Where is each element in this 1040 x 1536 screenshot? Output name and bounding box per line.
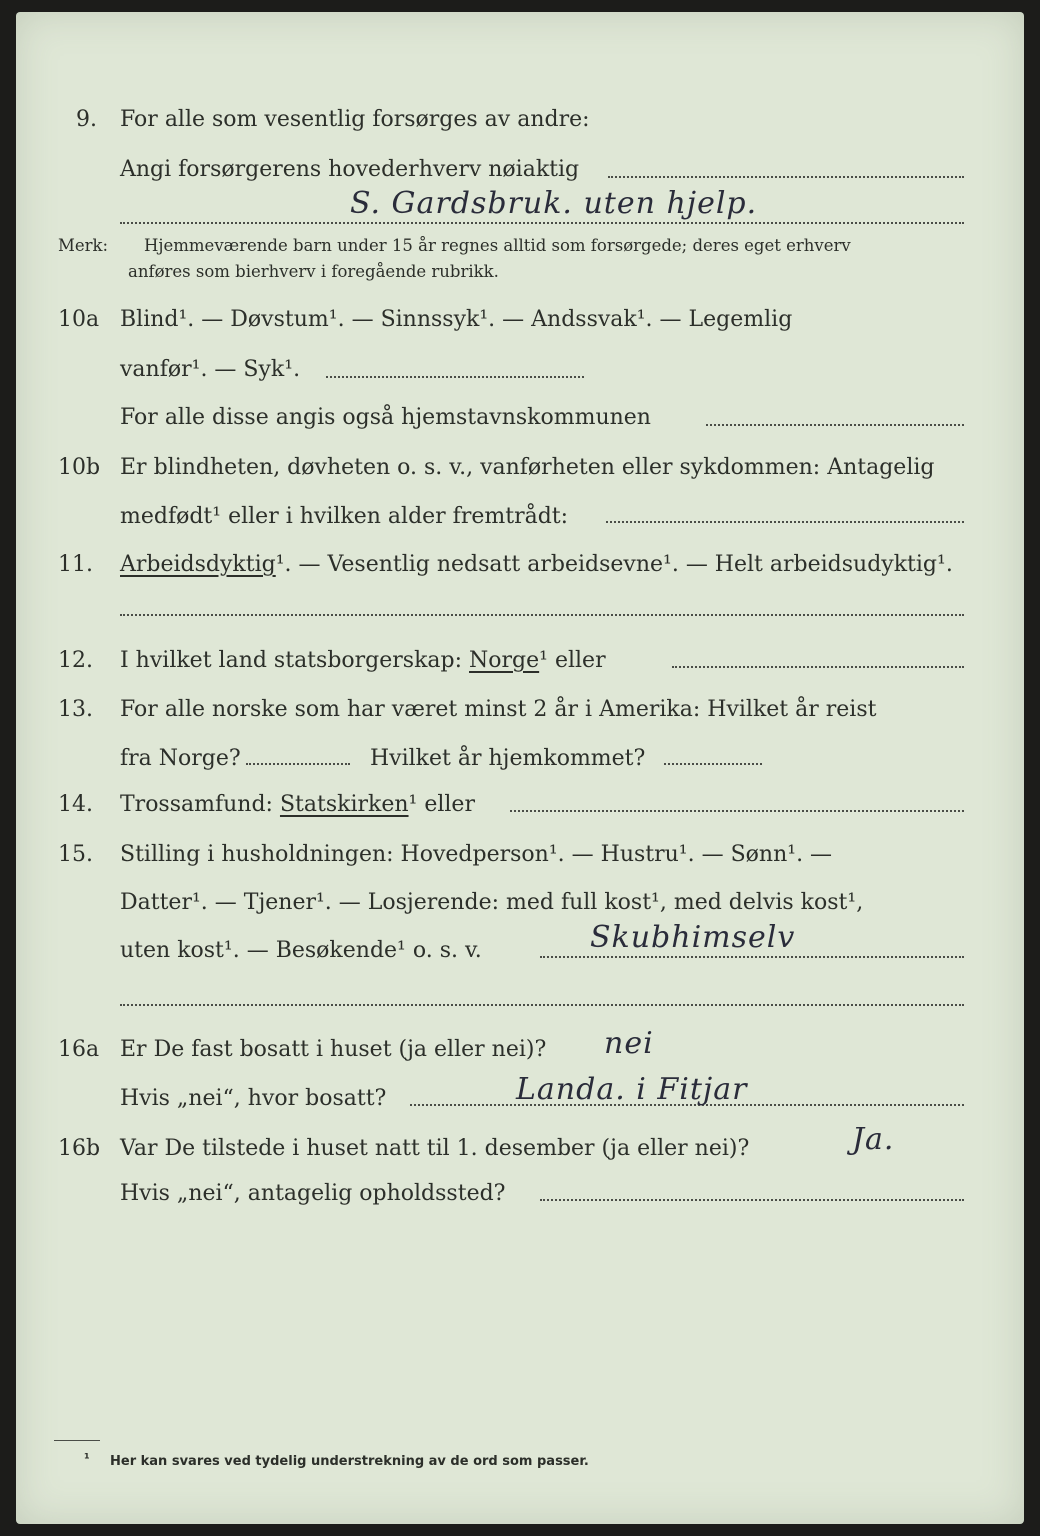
q15-answer-line: [120, 1004, 964, 1006]
q11-number: 11.: [58, 552, 93, 577]
q15-line3: uten kost¹. — Besøkende¹ o. s. v.: [120, 938, 482, 963]
q16b-leader: [540, 1199, 964, 1201]
q13-line2a: fra Norge?: [120, 746, 241, 771]
q9-line2: Angi forsørgerens hovederhverv nøiaktig: [120, 157, 580, 182]
q13-line1: For alle norske som har været minst 2 år i Amerika: Hvilket år reist: [120, 697, 877, 722]
q16b-line2: Hvis „nei“, antagelig opholdssted?: [120, 1181, 506, 1206]
q15-answer: Skubhimselv: [590, 920, 796, 955]
q16a-answer1: nei: [604, 1026, 654, 1061]
q10a-line3: For alle disse angis også hjemstavnskommunen: [120, 405, 651, 430]
q13-hjemkommet-leader: [664, 763, 762, 765]
q10a-line1: Blind¹. — Døvstum¹. — Sinnssyk¹. — Andssvak¹. — Legemlig: [120, 307, 793, 332]
q12-line: [120, 648, 606, 674]
q13-reist-leader: [246, 763, 350, 765]
q10a-line2: vanfør¹. — Syk¹.: [120, 357, 301, 382]
q10a-leader: [706, 424, 964, 426]
q10b-line2: medfødt¹ eller i hvilken alder fremtrådt:: [120, 504, 569, 529]
q12-leader: [672, 666, 964, 668]
q10b-leader: [606, 521, 964, 523]
q15-number: 15.: [58, 842, 93, 867]
q9-number: 9.: [76, 107, 97, 132]
q12-after: ¹ eller: [539, 648, 606, 673]
q15-leader: [540, 956, 964, 958]
q16a-number: 16a: [58, 1037, 100, 1062]
q14-after: ¹ eller: [408, 792, 475, 817]
q16b-answer1: Ja.: [852, 1122, 895, 1157]
q10b-number: 10b: [58, 455, 101, 480]
merk-line1: Hjemmeværende barn under 15 år regnes alltid som forsørgede; deres eget erhverv: [144, 236, 851, 255]
q10a-syk-leader: [326, 376, 584, 378]
footnote-mark: ¹: [84, 1452, 90, 1467]
q9-answer: S. Gardsbruk. uten hjelp.: [350, 186, 758, 221]
footnote-text: Her kan svares ved tydelig understrekning av de ord som passer.: [110, 1454, 589, 1469]
q10a-number: 10a: [58, 307, 100, 332]
q16a-line2: Hvis „nei“, hvor bosatt?: [120, 1086, 387, 1111]
merk-line2: anføres som bierhverv i foregående rubrikk.: [128, 262, 499, 281]
q14-number: 14.: [58, 792, 93, 817]
q15-line2: Datter¹. — Tjener¹. — Losjerende: med full kost¹, med delvis kost¹,: [120, 890, 864, 915]
q9-line1: For alle som vesentlig forsørges av andre:: [120, 107, 590, 132]
q11-underlined: Arbeidsdyktig: [120, 552, 276, 577]
q16b-number: 16b: [58, 1136, 101, 1161]
q16b-line1: Var De tilstede i huset natt til 1. desember (ja eller nei)?: [120, 1136, 750, 1161]
q14-leader: [510, 810, 964, 812]
q16a-answer2: Landa. i Fitjar: [516, 1072, 748, 1107]
q14-line: [120, 792, 475, 818]
q9-leader: [608, 176, 964, 178]
q9-answer-line: [120, 222, 964, 224]
q12-before: I hvilket land statsborgerskap:: [120, 648, 463, 673]
q12-number: 12.: [58, 648, 93, 673]
q14-before: Trossamfund:: [120, 792, 273, 817]
q13-number: 13.: [58, 697, 93, 722]
q10b-line1: Er blindheten, døvheten o. s. v., vanførheten eller sykdommen: Antagelig: [120, 455, 935, 480]
merk-label: Merk:: [58, 236, 109, 255]
footnote-rule: [54, 1440, 100, 1441]
q12-underlined: Norge: [469, 648, 540, 673]
q13-line2b: Hvilket år hjemkommet?: [370, 746, 646, 771]
q11-line: [120, 552, 953, 578]
q15-line1: Stilling i husholdningen: Hovedperson¹. — Hustru¹. — Sønn¹. —: [120, 842, 833, 867]
q11-answer-line: [120, 614, 964, 616]
q11-rest: ¹. — Vesentlig nedsatt arbeidsevne¹. — Helt arbeidsudyktig¹.: [275, 552, 953, 577]
q14-underlined: Statskirken: [279, 792, 409, 817]
q16a-line1: Er De fast bosatt i huset (ja eller nei)?: [120, 1037, 547, 1062]
